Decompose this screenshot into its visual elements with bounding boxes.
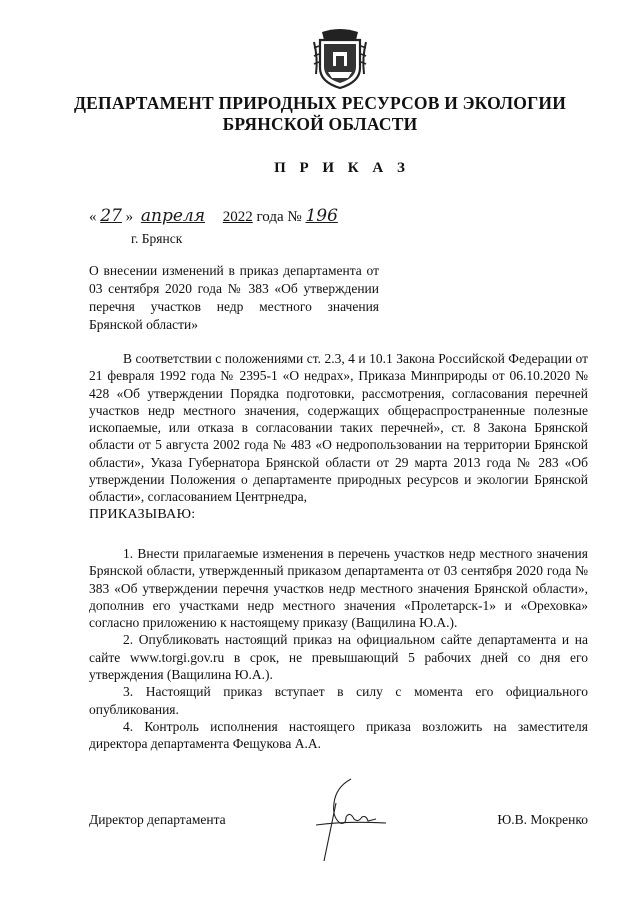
- command-word: ПРИКАЗЫВАЮ:: [89, 506, 196, 522]
- order-city: г. Брянск: [131, 231, 183, 246]
- signature-row: [89, 812, 588, 832]
- order-title: П Р И К А З: [274, 160, 410, 176]
- order-year-suffix: года №: [256, 209, 302, 225]
- department-title: [60, 93, 580, 135]
- order-item-2: 2. Опубликовать настоящий приказ на официальном сайте департамента и на сайте www.torgi.gov.ru в срок, не превышающий 5 рабочих дней со дня его утверждения (Ващилина Ю.А.).: [89, 632, 588, 683]
- order-items: [89, 545, 588, 753]
- order-item-1: 1. Внести прилагаемые изменения в перечень участков недр местного значения Брянской области, утвержденный приказом департамента от 03 сентября 2020 года № 383 «Об утверждении перечня участков недр местного значения Брянской области», дополнив его участками недр местного значения «Пролетарск-1» и «Ореховка» согласно приложению к настоящему приказу (Ващилина Ю.А.).: [89, 546, 588, 631]
- order-month: апреля: [140, 206, 205, 226]
- order-body: [89, 350, 588, 523]
- signatory-position: Директор департамента: [89, 812, 226, 827]
- order-subject: О внесении изменений в приказ департамента от 03 сентября 2020 года № 383 «Об утверждении перечня участков недр местного значения Брянской области»: [89, 263, 379, 332]
- order-year: 2022: [222, 209, 253, 225]
- coat-of-arms-icon: [312, 28, 368, 90]
- order-number: 196: [305, 206, 338, 226]
- department-title-line2: БРЯНСКОЙ ОБЛАСТИ: [222, 114, 418, 134]
- preamble-paragraph: В соответствии с положениями ст. 2.3, 4 и 10.1 Закона Российской Федерации от 21 февраля 1992 года № 2395-1 «О недрах», Приказа Минприроды от 06.10.2020 № 428 «Об утверждении Порядка подготовки, рассмотрения, согласования перечней участков недр местного значения, содержащих общераспространенные полезные ископаемые, или отказа в согласовании таких перечней», ст. 8 Закона Брянской области от 5 августа 2002 года № 483 «О недропользовании на территории Брянской области», Указа Губернатора Брянской области от 29 марта 2013 года № 283 «Об утверждении Положения о департаменте природных ресурсов и экологии Брянской области», согласованием Центрнедра,: [89, 351, 588, 505]
- quote-open: «: [89, 209, 97, 225]
- order-day: 27: [100, 206, 122, 226]
- department-title-line1: ДЕПАРТАМЕНТ ПРИРОДНЫХ РЕСУРСОВ И ЭКОЛОГИИ: [73, 93, 567, 113]
- order-item-3: 3. Настоящий приказ вступает в силу с момента его официального опубликования.: [89, 684, 588, 717]
- quote-close: »: [125, 209, 134, 225]
- signatory-name: Ю.В. Мокренко: [497, 812, 588, 827]
- order-date-line: [89, 206, 344, 226]
- order-item-4: 4. Контроль исполнения настоящего приказа возложить на заместителя директора департамента Фещукова А.А.: [89, 718, 588, 752]
